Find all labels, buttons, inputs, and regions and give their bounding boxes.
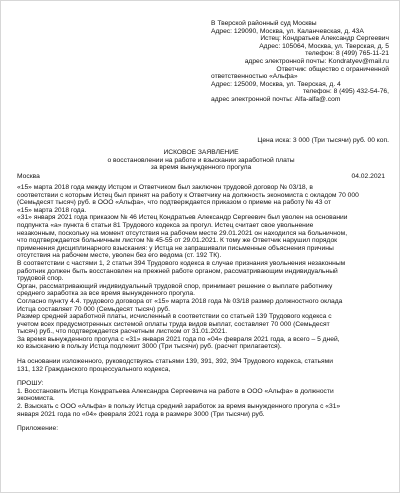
document-title bbox=[1, 149, 400, 172]
body-line: ко взысканию в пользу Истца подлежит 3000 (Три тысячи) руб. (расчет прилагается). bbox=[17, 343, 282, 351]
body-line: «15» марта 2018 года между Истцом и Ответчиком был заключен трудовой договор № 03/18, в bbox=[17, 184, 313, 191]
body-line: Истца составляет 70 000 (Семьдесят тысяч) руб. bbox=[17, 305, 170, 313]
body-line: 131, 132 Гражданского процессуального кодекса, bbox=[17, 365, 171, 373]
place: Москва bbox=[17, 173, 40, 180]
request-item-1: 1. Восстановить Истца Кондратьева Александра Сергеевича на работе в ООО «Альфа» в должности bbox=[17, 387, 334, 395]
request-item-2-cont: января 2021 года по «04» февраля 2021 года в размере 3000 (Три тысячи) руб. bbox=[17, 410, 265, 418]
request-item-2: 2. Взыскать с ООО «Альфа» в пользу Истца средний заработок за время вынужденного прогула с «31» bbox=[17, 403, 341, 411]
court-address: Адрес: 129090, Москва, ул. Каланчевская, д. 43А bbox=[211, 27, 364, 35]
court-line: В Тверской районный суд Москвы bbox=[211, 20, 317, 27]
plaintiff-phone: телефон: 8 (499) 765-11-21 bbox=[305, 50, 389, 58]
body-line: тысяч) руб., что подтверждается расчетным листком от 31.01.2021. bbox=[17, 328, 228, 336]
body-line: подпункта «а» пункта 6 статьи 81 Трудового кодекса за прогул. Истец считает свое увольнение bbox=[17, 221, 314, 229]
body-line: На основании изложенного, руководствуясь статьями 139, 391, 392, 394 Трудового кодекса, статьями bbox=[17, 358, 333, 366]
body-line: Орган, рассматривающий индивидуальный трудовой спор, принимает решение о выплате работнику bbox=[17, 282, 333, 290]
body-line: В соответствии с частями 1, 2 статьи 394 Трудового кодекса в случае признания увольнения незаконным bbox=[17, 259, 346, 267]
date: 04.02.2021 bbox=[351, 173, 385, 180]
body-line: что подтверждается больничным листом № 45-55 от 29.01.2021. К тому же Ответчик нарушил порядок bbox=[17, 237, 338, 245]
claim-body bbox=[17, 184, 387, 433]
body-line: среднего заработка за все время вынужденного прогула. bbox=[17, 290, 195, 298]
attachments-heading: Приложение: bbox=[17, 425, 59, 433]
title-subtitle-1: о восстановлении на работе и взыскании заработной платы bbox=[107, 156, 295, 164]
plaintiff-name: Истец: Кондратьев Александр Сергеевич bbox=[260, 35, 389, 43]
defendant-line-2: ответственностью «Альфа» bbox=[211, 73, 298, 81]
claim-price: Цена иска: 3 000 (Три тысячи) руб. 00 коп. bbox=[257, 137, 389, 144]
body-line: незаконным, поскольку на момент отсутствия на рабочем месте 29.01.2021 он находился на больничном, bbox=[17, 229, 348, 237]
defendant-email: адрес электронной почты: Alfa-alfa@.com bbox=[211, 95, 341, 103]
body-line: За время вынужденного прогула с «31» января 2021 года по «04» февраля 2021 года, а всего – 5 дней, bbox=[17, 335, 340, 343]
body-line: (Семьдесят тысяч) руб. в ООО «Альфа», что подтверждается приказом о приеме на работу № 43 от bbox=[17, 199, 331, 207]
body-line: учетом всех предусмотренных системой оплаты труда видов выплат, составляет 70 000 (Семьдесят bbox=[17, 320, 330, 328]
body-line: Размер средней заработной платы, исчисленный в соответствии со статьей 139 Трудового кодекса с bbox=[17, 313, 332, 321]
plaintiff-address: Адрес: 105064, Москва, ул. Тверская, д. 5 bbox=[259, 42, 389, 50]
body-line: работник должен быть восстановлен на прежней работе органом, рассматривающим индивидуальный bbox=[17, 267, 338, 275]
body-line: трудовой спор. bbox=[17, 275, 64, 283]
request-item-1-cont: экономиста. bbox=[17, 395, 55, 403]
body-line: применения дисциплинарного взыскания: у Истца не запрашивали письменные объяснения причины bbox=[17, 244, 334, 252]
defendant-phone: телефон: 8 (495) 432-54-76, bbox=[302, 88, 389, 96]
body-line: отсутствия на рабочем месте, уволен без его ведома (ст. 192 ТК). bbox=[17, 252, 222, 260]
request-heading: ПРОШУ: bbox=[17, 380, 44, 388]
defendant-line-1: Ответчик: общество с ограниченной bbox=[276, 65, 389, 73]
title-subtitle-2: за время вынужденного прогула bbox=[150, 164, 252, 172]
body-line: Согласно пункту 4.4. трудового договора от «15» марта 2018 года № 03/18 размер должностного оклада bbox=[17, 297, 343, 305]
place-date-row bbox=[17, 173, 385, 181]
defendant-address: Адрес: 125009, Москва, ул. Тверская, д. 4 bbox=[211, 80, 341, 88]
title-heading: ИСКОВОЕ ЗАЯВЛЕНИЕ bbox=[163, 149, 239, 156]
body-line: соответствии с которым Истец был принят на работу к Ответчику на должность экономиста с окладом 70 000 bbox=[17, 191, 359, 199]
body-line: «15» марта 2018 года. bbox=[17, 206, 87, 214]
addressee-block bbox=[211, 20, 389, 104]
plaintiff-email: адрес электронной почты: Kondratyev@mail.ru bbox=[244, 57, 389, 65]
body-line: «31» января 2021 года приказом № 46 Истец Кондратьев Александр Сергеевич был уволен на основании bbox=[17, 214, 348, 222]
